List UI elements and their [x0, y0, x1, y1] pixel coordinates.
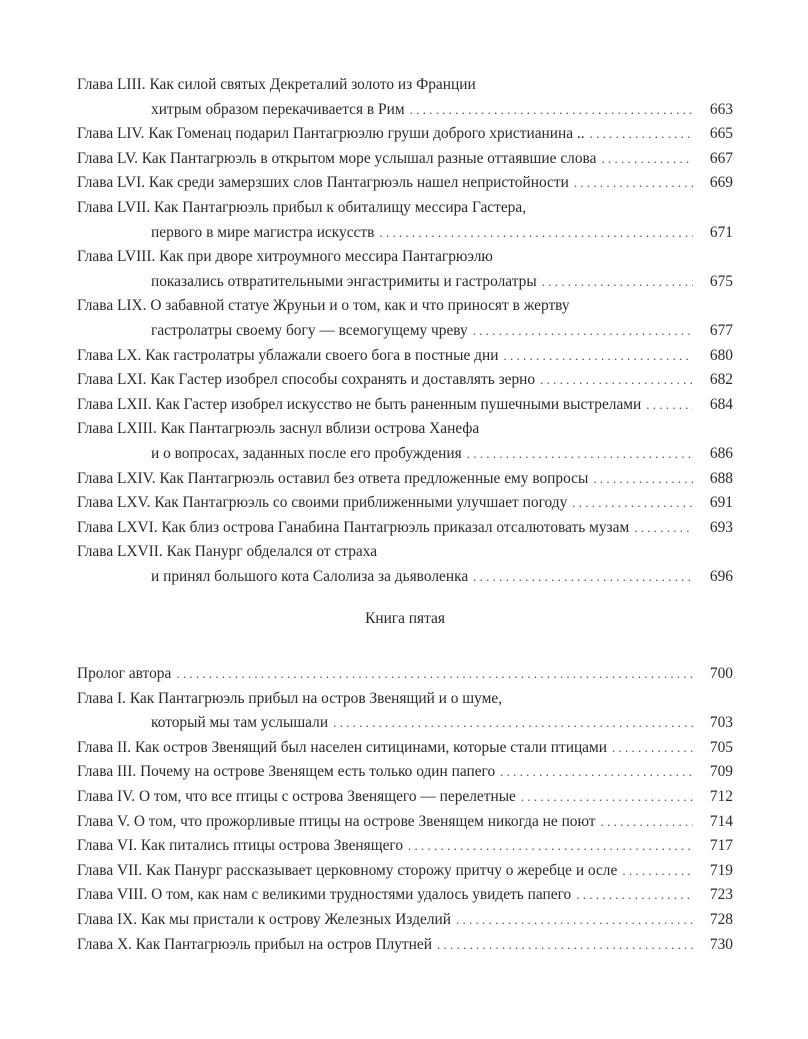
- toc-entry[interactable]: [77, 662, 733, 687]
- toc-entry-line: [77, 417, 733, 442]
- toc-page-number: 682: [709, 371, 733, 389]
- toc-entry[interactable]: [77, 491, 733, 516]
- toc-entry-title: Глава LXV. Как Пантагрюэль со своими приближенными улучшает погоду: [77, 494, 568, 512]
- toc-entry-continuation-line: [77, 319, 733, 344]
- toc-page-number: 691: [709, 494, 733, 512]
- toc-entry-title: первого в мире магистра искусств: [151, 223, 375, 241]
- toc-entry[interactable]: [77, 933, 733, 958]
- book-five-heading: Книга пятая: [365, 610, 445, 628]
- toc-section-book-five: [77, 662, 733, 957]
- dot-leader: [467, 442, 693, 467]
- toc-entry-line: [77, 491, 733, 516]
- toc-entry-title: Глава LIII. Как силой святых Декреталий золото из Франции: [77, 76, 476, 93]
- dot-leader: [473, 319, 693, 344]
- dot-leader: [500, 760, 693, 785]
- toc-entry[interactable]: [77, 73, 733, 122]
- dot-leader: [593, 467, 693, 492]
- toc-entry-title: Глава LXIV. Как Пантагрюэль оставил без ответа предложенные ему вопросы: [77, 469, 589, 487]
- toc-entry-title: Глава V. О том, что прожорливые птицы на острове Звенящем никогда не поют: [77, 812, 596, 830]
- dot-leader: [601, 147, 693, 172]
- dot-leader: [612, 736, 693, 761]
- toc-entry[interactable]: [77, 785, 733, 810]
- toc-entry-line: [77, 344, 733, 369]
- toc-page-number: 705: [709, 738, 733, 756]
- toc-page-number: 696: [709, 567, 733, 585]
- toc-entry[interactable]: [77, 368, 733, 393]
- toc-entry-line: [77, 73, 733, 98]
- toc-entry-continuation-line: [77, 565, 733, 590]
- toc-entry[interactable]: [77, 122, 733, 147]
- toc-entry-title: Глава LX. Как гастролатры ублажали своего бога в постные дни: [77, 346, 499, 364]
- toc-entry-line: [77, 760, 733, 785]
- toc-page-number: 667: [709, 149, 733, 167]
- dot-leader: [590, 122, 693, 147]
- toc-entry[interactable]: [77, 883, 733, 908]
- toc-entry-title: Пролог автора: [77, 665, 172, 683]
- toc-entry-title: и принял большого кота Салолиза за дьяволенка: [151, 567, 469, 585]
- dot-leader: [379, 221, 693, 246]
- toc-entry-line: [77, 662, 733, 687]
- toc-page-number: 728: [709, 911, 733, 928]
- toc-entry[interactable]: [77, 294, 733, 343]
- toc-entry[interactable]: [77, 834, 733, 859]
- toc-page-number: 723: [709, 886, 733, 904]
- toc-entry-title: Глава II. Как остров Звенящий был населен ситицинами, которые стали птицами: [77, 738, 607, 756]
- toc-page-number: 686: [709, 444, 733, 462]
- dot-leader: [473, 565, 693, 590]
- toc-page-number: 717: [709, 837, 733, 855]
- toc-entry-line: [77, 368, 733, 393]
- dot-leader: [622, 859, 693, 884]
- toc-entry-line: [77, 810, 733, 835]
- toc-entry-title: Глава I. Как Пантагрюэль прибыл на остров Звенящий и о шуме,: [77, 689, 503, 707]
- toc-entry[interactable]: [77, 417, 733, 466]
- dot-leader: [634, 516, 693, 541]
- toc-entry-title: Глава VIII. О том, как нам с великими трудностями удалось увидеть папего: [77, 886, 572, 904]
- toc-entry[interactable]: [77, 516, 733, 541]
- toc-entry-line: [77, 834, 733, 859]
- toc-entry[interactable]: [77, 467, 733, 492]
- toc-entry-title: Глава LIX. О забавной статуе Жруньи и о том, как и что приносят в жертву: [77, 297, 570, 315]
- toc-page-number: 712: [709, 788, 733, 806]
- toc-page-number: 693: [709, 518, 733, 536]
- toc-entry-continuation-line: [77, 221, 733, 246]
- toc-entry-title: Глава VII. Как Панург рассказывает церковному сторожу притчу о жеребце и осле: [77, 861, 618, 879]
- toc-page-number: 684: [709, 395, 733, 413]
- dot-leader: [572, 491, 693, 516]
- toc-page-number: 703: [709, 714, 733, 732]
- toc-entry-continuation-line: [77, 270, 733, 295]
- toc-page-number: 677: [709, 321, 733, 339]
- toc-entry[interactable]: [77, 196, 733, 245]
- table-of-contents-page: [77, 73, 733, 957]
- dot-leader: [542, 270, 693, 295]
- toc-entry[interactable]: [77, 171, 733, 196]
- toc-entry-line: [77, 908, 733, 933]
- toc-section-book-four: [77, 73, 733, 589]
- toc-entry[interactable]: [77, 687, 733, 736]
- toc-page-number: 709: [709, 763, 733, 781]
- toc-entry-line: [77, 933, 733, 958]
- toc-entry-line: [77, 122, 733, 147]
- dot-leader: [410, 98, 693, 123]
- dot-leader: [408, 834, 693, 859]
- toc-entry-title: Глава LVIII. Как при дворе хитроумного мессира Пантагрюэлю: [77, 248, 493, 266]
- toc-entry-line: [77, 516, 733, 541]
- toc-entry[interactable]: [77, 393, 733, 418]
- toc-entry-title: хитрым образом перекачивается в Рим: [151, 100, 405, 118]
- toc-entry-title: Глава LXIII. Как Пантагрюэль заснул вблизи острова Ханефа: [77, 420, 480, 438]
- toc-page-number: 675: [709, 272, 733, 290]
- toc-entry[interactable]: [77, 760, 733, 785]
- dot-leader: [333, 711, 693, 736]
- dot-leader: [456, 908, 693, 933]
- toc-entry-line: [77, 859, 733, 884]
- toc-entry[interactable]: [77, 245, 733, 294]
- dot-leader: [574, 171, 693, 196]
- dot-leader: [576, 883, 693, 908]
- toc-entry[interactable]: [77, 540, 733, 589]
- toc-page-number: 680: [709, 346, 733, 364]
- toc-entry-line: [77, 785, 733, 810]
- toc-entry-title: Глава LXII. Как Гастер изобрел искусство не быть раненным пушечными выстрелами: [77, 395, 642, 413]
- toc-page-number: 714: [709, 812, 733, 830]
- toc-entry-line: [77, 294, 733, 319]
- toc-entry-title: Глава III. Почему на острове Звенящем есть только один папего: [77, 763, 496, 781]
- dot-leader: [601, 810, 693, 835]
- toc-entry[interactable]: [77, 344, 733, 369]
- toc-page-number: 671: [709, 223, 733, 241]
- toc-entry-line: [77, 245, 733, 270]
- toc-entry-title: Глава IV. О том, что все птицы с острова Звенящего — перелетные: [77, 788, 516, 806]
- toc-entry-title: Глава LXVI. Как близ острова Ганабина Пантагрюэль приказал отсалютовать музам: [77, 518, 630, 536]
- toc-entry-title: и о вопросах, заданных после его пробуждения: [151, 444, 462, 462]
- toc-entry[interactable]: [77, 147, 733, 172]
- toc-entry-line: [77, 736, 733, 761]
- toc-entry[interactable]: [77, 859, 733, 884]
- dot-leader: [646, 393, 693, 418]
- toc-entry-title: Глава X. Как Пантагрюэль прибыл на остров Плутней: [77, 935, 432, 953]
- toc-entry-title: Глава LXI. Как Гастер изобрел способы сохранять и доставлять зерно: [77, 371, 536, 389]
- toc-entry[interactable]: [77, 908, 733, 933]
- toc-entry-line: [77, 687, 733, 712]
- dot-leader: [176, 662, 693, 687]
- toc-entry-line: [77, 171, 733, 196]
- toc-entry[interactable]: [77, 736, 733, 761]
- toc-entry-title: Глава LV. Как Пантагрюэль в открытом море услышал разные оттаявшие слова: [77, 149, 597, 167]
- toc-entry-title: который мы там услышали: [151, 714, 329, 732]
- toc-entry-line: [77, 883, 733, 908]
- toc-entry-title: Глава IX. Как мы пристали к острову Железных Изделий: [77, 911, 452, 928]
- dot-leader: [540, 368, 693, 393]
- toc-page-number: 700: [709, 665, 733, 683]
- toc-entry-title: Глава LVI. Как среди замерзших слов Пантагрюэль нашел непристойности: [77, 174, 569, 192]
- toc-entry[interactable]: [77, 810, 733, 835]
- toc-page-number: 665: [709, 125, 733, 143]
- toc-entry-title: гастролатры своему богу — всемогущему чреву: [151, 321, 468, 339]
- toc-entry-line: [77, 393, 733, 418]
- toc-entry-title: Глава VI. Как питались птицы острова Звенящего: [77, 837, 404, 855]
- toc-entry-line: [77, 196, 733, 221]
- dot-leader: [437, 933, 693, 958]
- toc-entry-line: [77, 467, 733, 492]
- toc-entry-continuation-line: [77, 711, 733, 736]
- toc-page-number: 669: [709, 174, 733, 192]
- toc-entry-title: Глава LIV. Как Гоменац подарил Пантагрюэлю груши доброго христианина ..: [77, 125, 585, 143]
- toc-entry-title: Глава LVII. Как Пантагрюэль прибыл к обиталищу мессира Гастера,: [77, 198, 527, 216]
- toc-entry-line: [77, 540, 733, 565]
- toc-page-number: 688: [709, 469, 733, 487]
- toc-page-number: 663: [709, 100, 733, 118]
- toc-page-number: 730: [709, 935, 733, 953]
- toc-entry-line: [77, 147, 733, 172]
- dot-leader: [521, 785, 693, 810]
- toc-page-number: 719: [709, 861, 733, 879]
- toc-entry-title: показались отвратительными энгастримиты и гастролатры: [151, 272, 537, 290]
- toc-entry-continuation-line: [77, 442, 733, 467]
- dot-leader: [503, 344, 693, 369]
- toc-entry-continuation-line: [77, 98, 733, 123]
- toc-entry-title: Глава LXVII. Как Панург обделался от страха: [77, 543, 378, 561]
